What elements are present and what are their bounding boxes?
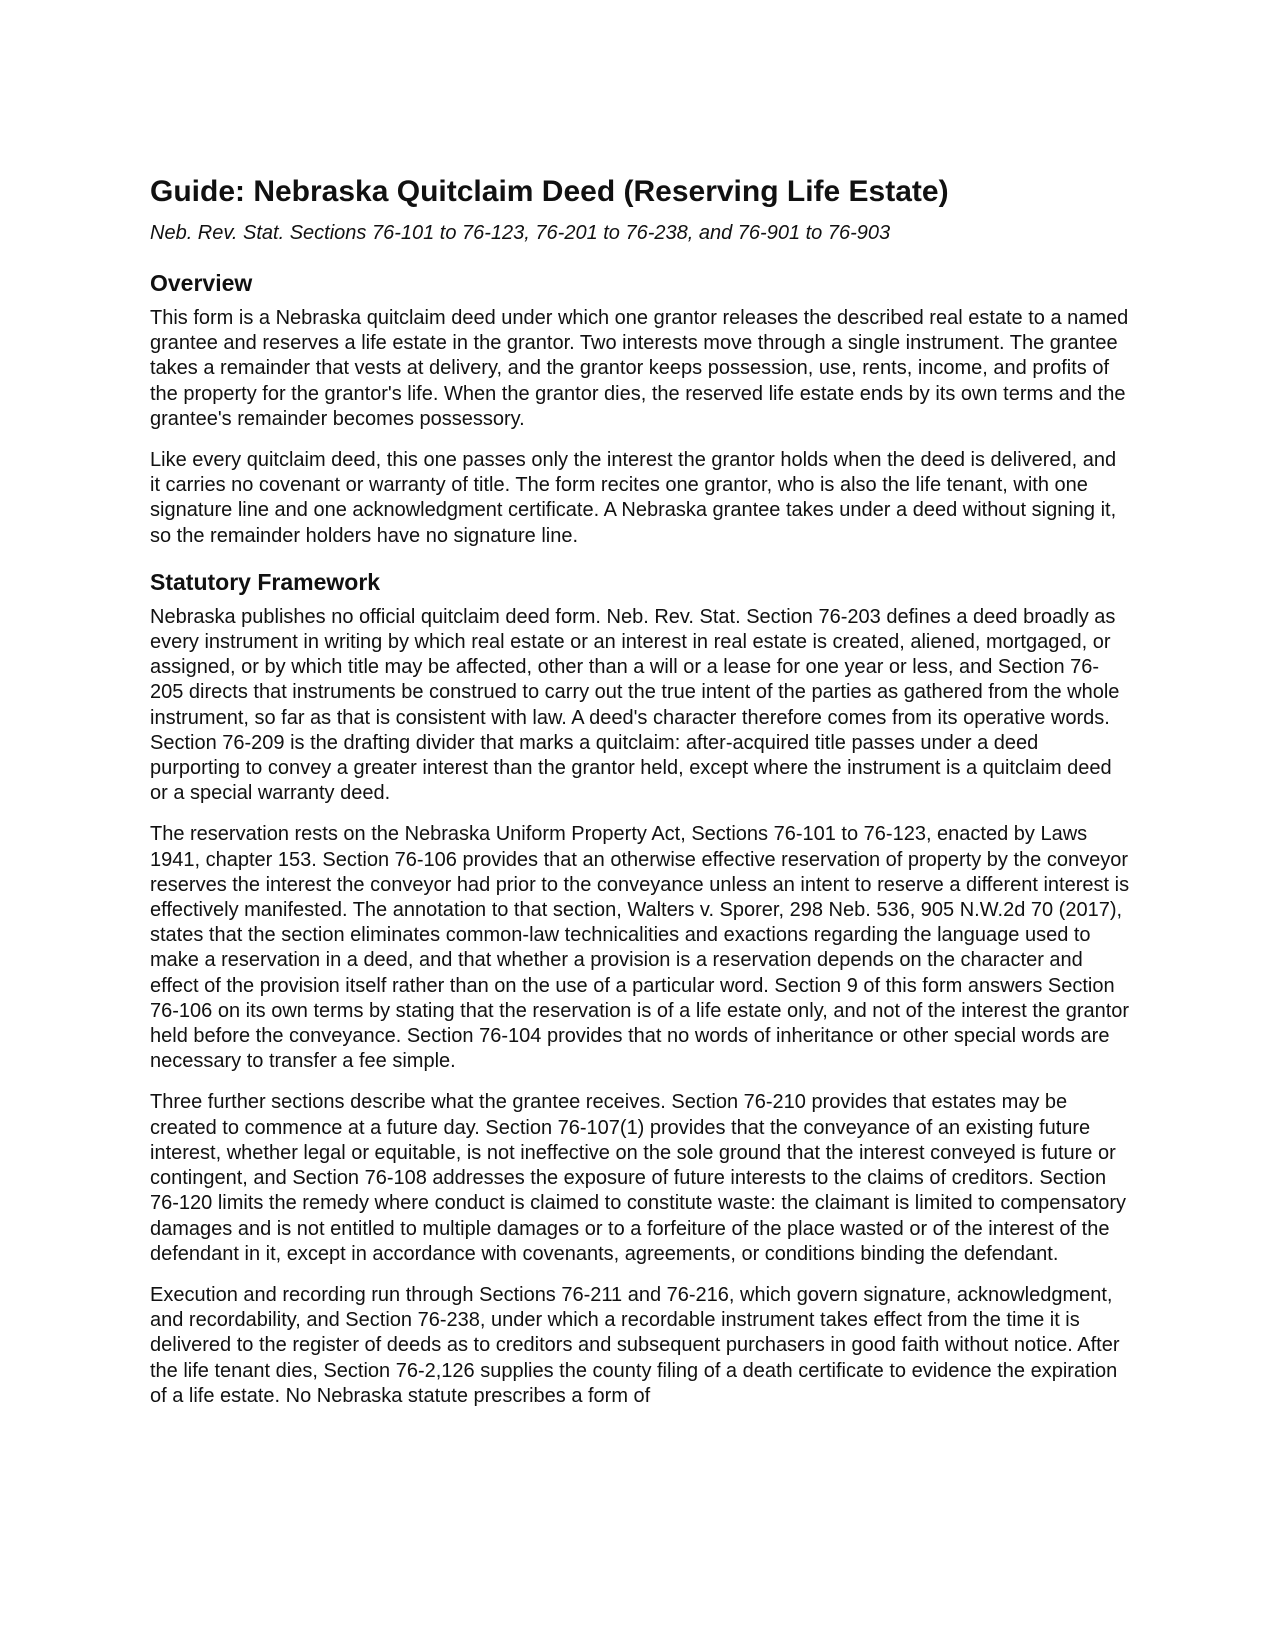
section-heading-statutory-framework: Statutory Framework [150, 568, 381, 595]
document-body [150, 172, 1130, 1409]
paragraph: Execution and recording run through Sections 76-211 and 76-216, which govern signature, acknowledgment, and recordability, and Section 76-238, under which a recordable instrument takes effect from the time it is delivered to the register of deeds as to creditors and subsequent purchasers in good faith without notice. After the life tenant dies, Section 76-2,126 supplies the county filing of a death certificate to evidence the expiration of a life estate. No Nebraska statute prescribes a form of [150, 1283, 1120, 1407]
paragraph: Like every quitclaim deed, this one passes only the interest the grantor holds when the deed is delivered, and it carries no covenant or warranty of title. The form recites one grantor, who is also the life tenant, with one signature line and one acknowledgment certificate. A Nebraska grantee takes under a deed without signing it, so the remainder holders have no signature line. [150, 449, 1117, 547]
paragraph: This form is a Nebraska quitclaim deed under which one grantor releases the described real estate to a named grantee and reserves a life estate in the grantor. Two interests move through a single instrument. The grantee takes a remainder that vests at delivery, and the grantor keeps possession, use, rents, income, and profits of the property for the grantor's life. When the grantor dies, the reserved life estate ends by its own terms and the grantee's remainder becomes possessory. [150, 307, 1129, 430]
paragraph: Nebraska publishes no official quitclaim deed form. Neb. Rev. Stat. Section 76-203 defines a deed broadly as every instrument in writing by which real estate or an interest in real estate is created, aliened, mortgaged, or assigned, or by which title may be affected, other than a will or a lease for one year or less, and Section 76-205 directs that instruments be construed to carry out the true intent of the parties as gathered from the whole instrument, so far as that is consistent with law. A deed's character therefore comes from its operative words. Section 76-209 is the drafting divider that marks a quitclaim: after-acquired title passes under a deed purporting to convey a greater interest than the grantor held, except where the instrument is a quitclaim deed or a special warranty deed. [150, 605, 1120, 805]
paragraph: Three further sections describe what the grantee receives. Section 76-210 provides that estates may be created to commence at a future day. Section 76-107(1) provides that the conveyance of an existing future interest, whether legal or equitable, is not ineffective on the sole ground that the interest conveyed is future or contingent, and Section 76-108 addresses the exposure of future interests to the claims of creditors. Section 76-120 limits the remedy where conduct is claimed to constitute waste: the claimant is limited to compensatory damages and is not entitled to multiple damages or to a forfeiture of the place wasted or of the interest of the defendant in it, except in accordance with covenants, agreements, or conditions binding the defendant. [150, 1091, 1126, 1265]
statute-citation: Neb. Rev. Stat. Sections 76-101 to 76-123, 76-201 to 76-238, and 76-901 to 76-903 [150, 222, 891, 244]
document-title: Guide: Nebraska Quitclaim Deed (Reserving Life Estate) [150, 175, 949, 208]
paragraph: The reservation rests on the Nebraska Uniform Property Act, Sections 76-101 to 76-123, enacted by Laws 1941, chapter 153. Section 76-106 provides that an otherwise effective reservation of property by the conveyor reserves the interest the conveyor had prior to the conveyance unless an intent to reserve a different interest is effectively manifested. The annotation to that section, Walters v. Sporer, 298 Neb. 536, 905 N.W.2d 70 (2017), states that the section eliminates common-law technicalities and exactions regarding the language used to make a reservation in a deed, and that whether a provision is a reservation depends on the character and effect of the provision itself rather than on the use of a particular word. Section 9 of this form answers Section 76-106 on its own terms by stating that the reservation is of a life estate only, and not of the interest the grantor held before the conveyance. Section 76-104 provides that no words of inheritance or other special words are necessary to transfer a fee simple. [150, 823, 1130, 1073]
section-heading-overview: Overview [150, 270, 253, 296]
